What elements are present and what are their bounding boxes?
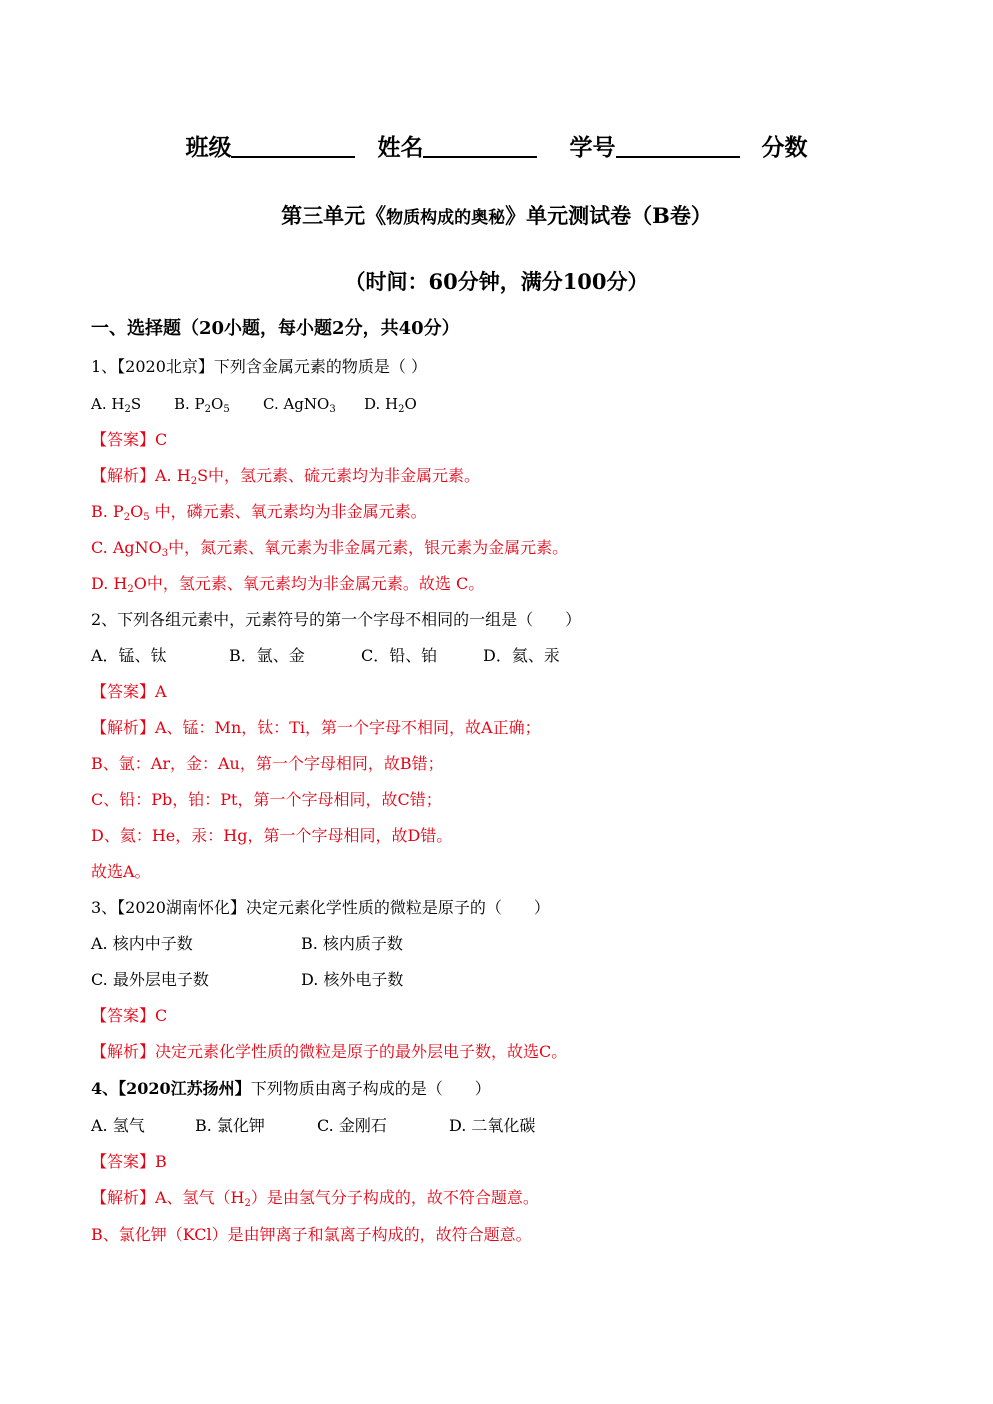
q4-option-c: C. 金刚石 — [317, 1116, 387, 1135]
id-blank[interactable] — [616, 128, 740, 158]
class-label: 班级 — [185, 134, 232, 161]
q3-stem: 3、【2020湖南怀化】决定元素化学性质的微粒是原子的（ ） — [91, 898, 550, 917]
q4-source: 【2020江苏扬州】 — [118, 1079, 251, 1098]
q1-analysis-line: D. $H_2O$中，氢元素、氧元素均为非金属元素。故选 C。 — [91, 574, 485, 595]
q4-option-a: A. 氢气 — [91, 1116, 145, 1135]
name-blank[interactable] — [423, 128, 537, 158]
id-label: 学号 — [569, 134, 616, 161]
q1-options — [91, 393, 417, 415]
q4-answer: 【答案】B — [91, 1152, 167, 1171]
q3-answer: 【答案】C — [91, 1006, 168, 1025]
q1-answer: 【答案】C — [91, 430, 168, 449]
q3-option-d: D. 核外电子数 — [301, 970, 404, 989]
q4-option-d: D. 二氧化碳 — [449, 1116, 536, 1135]
name-label: 姓名 — [377, 134, 424, 161]
q2-options — [91, 645, 560, 667]
q1-stem: 1、【2020北京】下列含金属元素的物质是（ ） — [91, 357, 427, 376]
student-info-row — [0, 128, 993, 162]
q2-answer: 【答案】A — [91, 682, 167, 701]
q1-analysis-line: B. $P_2O_5$ 中，磷元素、氧元素均为非金属元素。 — [91, 502, 427, 523]
q3-option-b: B. 核内质子数 — [301, 934, 403, 953]
q2-option-d: D．氦、汞 — [483, 646, 560, 665]
exam-title — [0, 200, 993, 230]
q3-options-row2 — [91, 969, 403, 991]
score-label: 分数 — [761, 134, 808, 161]
q1-option-b: B. $P_2O_5$ — [174, 395, 230, 415]
title-suffix: 》单元测试卷（B卷） — [505, 203, 712, 228]
q2-stem: 2、下列各组元素中，元素符号的第一个字母不相同的一组是（ ） — [91, 610, 582, 629]
q1-option-d: D. $H_2O$ — [364, 395, 417, 415]
class-blank[interactable] — [231, 128, 355, 158]
q2-analysis-line: C、铅：Pb，铂：Pt，第一个字母相同，故C错； — [91, 790, 442, 809]
q4-number: 4、 — [91, 1079, 119, 1098]
q3-options-row1 — [91, 933, 403, 955]
title-prefix: 第三单元《 — [281, 203, 387, 228]
q4-analysis-line: B、氯化钾（KCl）是由钾离子和氯离子构成的，故符合题意。 — [91, 1225, 532, 1244]
q2-analysis-line: B、氩：Ar，金：Au，第一个字母相同，故B错； — [91, 754, 444, 773]
q4-options — [91, 1115, 535, 1137]
title-topic: 物质构成的奥秘 — [386, 208, 506, 228]
q4-question: 下列物质由离子构成的是（ ） — [250, 1079, 491, 1098]
q4-analysis-line: 【解析】A、氢气$(H_2)$是由氢气分子构成的，故不符合题意。 — [91, 1188, 539, 1209]
section-heading: 一、选择题（20小题，每小题2分，共40分） — [91, 318, 460, 339]
q2-analysis-line: 【解析】A、锰：Mn，钛：Ti，第一个字母不相同，故A正确； — [91, 718, 541, 737]
q1-analysis-line: 【解析】A. $H_2S$中，氢元素、硫元素均为非金属元素。 — [91, 466, 481, 487]
q1-option-a: A. $H_2S$ — [91, 395, 142, 415]
q3-option-a: A. 核内中子数 — [91, 934, 193, 953]
q2-option-b: B．氩、金 — [229, 646, 305, 665]
q1-option-c: C. AgNO$_3$ — [263, 395, 336, 415]
q2-analysis-line: 故选A。 — [91, 862, 151, 881]
q2-option-a: A．锰、钛 — [91, 646, 167, 665]
q4-option-b: B. 氯化钾 — [195, 1116, 265, 1135]
q3-analysis: 【解析】决定元素化学性质的微粒是原子的最外层电子数，故选C。 — [91, 1042, 568, 1061]
exam-subtitle: （时间：60分钟，满分100分） — [344, 269, 649, 294]
q2-option-c: C．铅、铂 — [361, 646, 438, 665]
q2-analysis-line: D、氦：He，汞：Hg，第一个字母相同，故D错。 — [91, 826, 453, 845]
q3-option-c: C. 最外层电子数 — [91, 970, 209, 989]
q4-stem — [91, 1078, 491, 1100]
q1-analysis-line: C. AgNO$_3$中，氮元素、氧元素为非金属元素，银元素为金属元素。 — [91, 538, 569, 559]
